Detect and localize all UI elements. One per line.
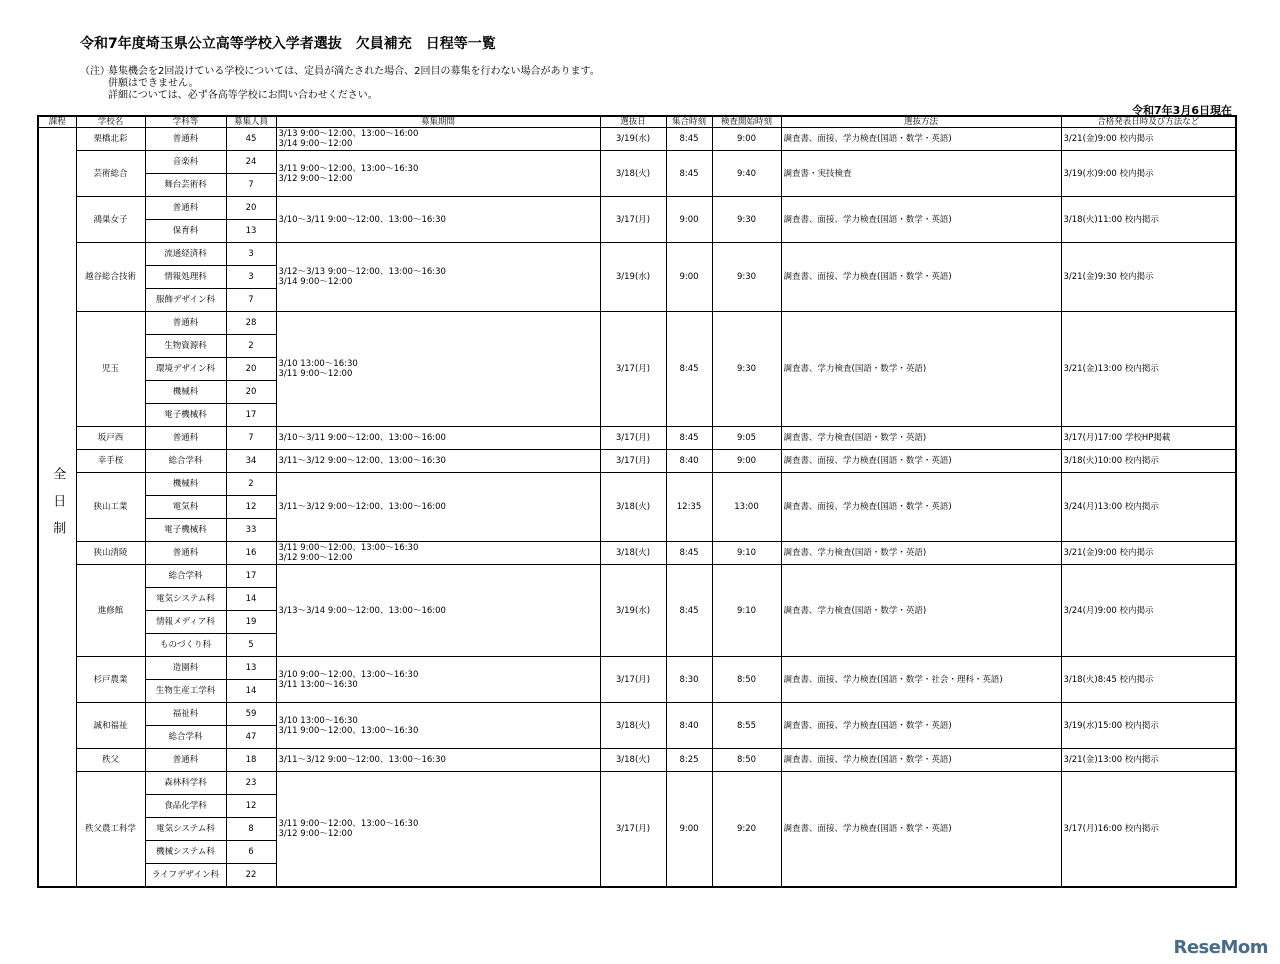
- department-name: 普通科: [145, 197, 226, 220]
- department-name: 電気システム科: [145, 588, 226, 611]
- capacity: 20: [226, 358, 276, 381]
- resemom-logo: ReseMom: [1173, 937, 1268, 958]
- recruit-period: [276, 657, 600, 703]
- table-row: [38, 749, 1236, 772]
- capacity: 17: [226, 565, 276, 588]
- capacity: 2: [226, 335, 276, 358]
- result-announcement: 3/24(月)9:00 校内掲示: [1061, 565, 1236, 657]
- recruit-period: [276, 772, 600, 888]
- department-name: 造園科: [145, 657, 226, 680]
- start-time: 9:10: [712, 542, 781, 565]
- as-of-date: 令和7年3月6日現在: [1132, 104, 1232, 117]
- department-name: 電子機械科: [145, 519, 226, 542]
- department-name: 服飾デザイン科: [145, 289, 226, 312]
- school-name: 狭山工業: [76, 473, 145, 542]
- exam-date: 3/18(火): [600, 749, 666, 772]
- header-method: 選抜方法: [781, 116, 1061, 128]
- school-name: 越谷総合技術: [76, 243, 145, 312]
- table-row: [38, 565, 1236, 588]
- capacity: 12: [226, 496, 276, 519]
- period-line: 3/10 9:00～12:00、13:00～16:30: [278, 669, 419, 680]
- capacity: 59: [226, 703, 276, 726]
- table-row: [38, 312, 1236, 335]
- capacity: 6: [226, 841, 276, 864]
- period-line: 3/12 9:00～12:00: [278, 829, 353, 839]
- department-name: 機械科: [145, 473, 226, 496]
- period-line: 3/12～3/13 9:00～12:00、13:00～16:30: [278, 267, 446, 277]
- capacity: 7: [226, 427, 276, 450]
- selection-method: 調査書、面接、学力検査(国語・数学・社会・理科・英語): [781, 657, 1061, 703]
- table-row: [38, 542, 1236, 565]
- recruit-period: [276, 450, 600, 473]
- page-title: 令和7年度埼玉県公立高等学校入学者選抜 欠員補充 日程等一覧: [80, 36, 496, 52]
- recruit-period: [276, 243, 600, 312]
- start-time: 9:30: [712, 312, 781, 427]
- capacity: 20: [226, 381, 276, 404]
- result-announcement: 3/18(火)8:45 校内掲示: [1061, 657, 1236, 703]
- table-row: [38, 657, 1236, 680]
- department-name: 普通科: [145, 749, 226, 772]
- gather-time: 8:45: [666, 151, 712, 197]
- exam-date: 3/18(火): [600, 542, 666, 565]
- gather-time: 8:45: [666, 542, 712, 565]
- start-time: 9:00: [712, 450, 781, 473]
- recruit-period: [276, 427, 600, 450]
- period-line: 3/11 9:00～12:00、13:00～16:30: [278, 163, 419, 174]
- table-row: [38, 128, 1236, 151]
- department-name: 情報メディア科: [145, 611, 226, 634]
- period-line: 3/11 9:00～12:00、13:00～16:30: [278, 725, 419, 736]
- table-row: [38, 427, 1236, 450]
- period-line: 3/14 9:00～12:00: [278, 277, 353, 287]
- recruit-period: [276, 749, 600, 772]
- gather-time: 9:00: [666, 772, 712, 888]
- capacity: 33: [226, 519, 276, 542]
- recruit-period: [276, 473, 600, 542]
- selection-method: 調査書、学力検査(国語・数学・英語): [781, 312, 1061, 427]
- period-line: 3/12 9:00～12:00: [278, 553, 353, 563]
- department-name: 総合学科: [145, 726, 226, 749]
- header-capacity: 募集人員: [226, 116, 276, 128]
- result-announcement: 3/24(月)13:00 校内掲示: [1061, 473, 1236, 542]
- capacity: 8: [226, 818, 276, 841]
- start-time: 9:30: [712, 197, 781, 243]
- school-name: 進修館: [76, 565, 145, 657]
- header-gather-time: 集合時刻: [666, 116, 712, 128]
- note-line: 併願はできません。: [108, 78, 199, 89]
- capacity: 14: [226, 680, 276, 703]
- school-name: 栗橋北彩: [76, 128, 145, 151]
- table-row: [38, 243, 1236, 266]
- recruit-period: [276, 312, 600, 427]
- exam-date: 3/17(月): [600, 197, 666, 243]
- capacity: 2: [226, 473, 276, 496]
- school-name: 幸手桜: [76, 450, 145, 473]
- period-line: 3/10～3/11 9:00～12:00、13:00～16:00: [278, 433, 446, 443]
- period-line: 3/11～3/12 9:00～12:00、13:00～16:00: [278, 502, 446, 512]
- department-name: 生物資源科: [145, 335, 226, 358]
- department-name: 総合学科: [145, 565, 226, 588]
- school-name: 坂戸西: [76, 427, 145, 450]
- gather-time: 8:45: [666, 565, 712, 657]
- capacity: 17: [226, 404, 276, 427]
- table-row: [38, 450, 1236, 473]
- result-announcement: 3/19(水)9:00 校内掲示: [1061, 151, 1236, 197]
- gather-time: 12:35: [666, 473, 712, 542]
- start-time: 13:00: [712, 473, 781, 542]
- school-name: 秩父農工科学: [76, 772, 145, 888]
- capacity: 3: [226, 266, 276, 289]
- exam-date: 3/19(水): [600, 128, 666, 151]
- department-name: 機械科: [145, 381, 226, 404]
- gather-time: 8:40: [666, 703, 712, 749]
- selection-method: 調査書、学力検査(国語・数学・英語): [781, 427, 1061, 450]
- period-line: 3/11～3/12 9:00～12:00、13:00～16:30: [278, 755, 446, 765]
- header-school: 学校名: [76, 116, 145, 128]
- capacity: 22: [226, 864, 276, 888]
- department-name: 電子機械科: [145, 404, 226, 427]
- department-name: ライフデザイン科: [145, 864, 226, 888]
- selection-method: 調査書、学力検査(国語・数学・英語): [781, 542, 1061, 565]
- start-time: 9:05: [712, 427, 781, 450]
- selection-method: 調査書、面接、学力検査(国語・数学・英語): [781, 749, 1061, 772]
- gather-time: 9:00: [666, 197, 712, 243]
- note-line: 詳細については、必ず各高等学校にお問い合わせください。: [108, 90, 378, 101]
- capacity: 28: [226, 312, 276, 335]
- department-name: 福祉科: [145, 703, 226, 726]
- department-name: 流通経済科: [145, 243, 226, 266]
- header-start-time: 検査開始時刻: [712, 116, 781, 128]
- start-time: 9:30: [712, 243, 781, 312]
- department-name: 舞台芸術科: [145, 174, 226, 197]
- header-course: 課程: [38, 116, 76, 128]
- period-line: 3/10 13:00～16:30: [278, 715, 358, 726]
- notes: [80, 66, 600, 102]
- capacity: 7: [226, 174, 276, 197]
- exam-date: 3/19(水): [600, 565, 666, 657]
- selection-method: 調査書、面接、学力検査(国語・数学・英語): [781, 703, 1061, 749]
- selection-method: 調査書、面接、学力検査(国語・数学・英語): [781, 128, 1061, 151]
- recruit-period: [276, 151, 600, 197]
- table-row: [38, 772, 1236, 795]
- period-line: 3/11～3/12 9:00～12:00、13:00～16:30: [278, 456, 446, 466]
- result-announcement: 3/18(火)10:00 校内掲示: [1061, 450, 1236, 473]
- header-department: 学科等: [145, 116, 226, 128]
- schedule-table: [37, 115, 1237, 888]
- school-name: 狭山清陵: [76, 542, 145, 565]
- selection-method: 調査書、面接、学力検査(国語・数学・英語): [781, 450, 1061, 473]
- exam-date: 3/18(火): [600, 703, 666, 749]
- header-period: 募集期間: [276, 116, 600, 128]
- department-name: 食品化学科: [145, 795, 226, 818]
- exam-date: 3/17(月): [600, 427, 666, 450]
- selection-method: 調査書、面接、学力検査(国語・数学・英語): [781, 197, 1061, 243]
- capacity: 13: [226, 657, 276, 680]
- capacity: 16: [226, 542, 276, 565]
- selection-method: 調査書、面接、学力検査(国語・数学・英語): [781, 243, 1061, 312]
- capacity: 7: [226, 289, 276, 312]
- capacity: 23: [226, 772, 276, 795]
- department-name: 環境デザイン科: [145, 358, 226, 381]
- school-name: 鴻巣女子: [76, 197, 145, 243]
- capacity: 45: [226, 128, 276, 151]
- department-name: 生物生産工学科: [145, 680, 226, 703]
- capacity: 24: [226, 151, 276, 174]
- school-name: 誠和福祉: [76, 703, 145, 749]
- capacity: 18: [226, 749, 276, 772]
- period-line: 3/11 9:00～12:00、13:00～16:30: [278, 543, 419, 553]
- capacity: 47: [226, 726, 276, 749]
- capacity: 5: [226, 634, 276, 657]
- result-announcement: 3/17(月)17:00 学校HP掲載: [1061, 427, 1236, 450]
- department-name: 電気科: [145, 496, 226, 519]
- exam-date: 3/19(水): [600, 243, 666, 312]
- recruit-period: [276, 542, 600, 565]
- period-line: 3/11 9:00～12:00: [278, 369, 353, 379]
- exam-date: 3/17(月): [600, 772, 666, 888]
- result-announcement: 3/19(水)15:00 校内掲示: [1061, 703, 1236, 749]
- notes-label: （注）: [80, 66, 110, 77]
- capacity: 12: [226, 795, 276, 818]
- recruit-period: [276, 703, 600, 749]
- gather-time: 8:25: [666, 749, 712, 772]
- period-line: 3/11 9:00～12:00、13:00～16:30: [278, 819, 419, 829]
- exam-date: 3/18(火): [600, 473, 666, 542]
- school-name: 杉戸農業: [76, 657, 145, 703]
- course-cell: 全日制: [38, 128, 76, 888]
- school-name: 芸術総合: [76, 151, 145, 197]
- header-result: 合格発表日時及び方法など: [1061, 116, 1236, 128]
- department-name: ものづくり科: [145, 634, 226, 657]
- period-line: 3/13 9:00～12:00、13:00～16:00: [278, 129, 419, 139]
- start-time: 8:50: [712, 749, 781, 772]
- department-name: 普通科: [145, 427, 226, 450]
- department-name: 普通科: [145, 312, 226, 335]
- department-name: 普通科: [145, 542, 226, 565]
- exam-date: 3/17(月): [600, 450, 666, 473]
- exam-date: 3/17(月): [600, 657, 666, 703]
- capacity: 19: [226, 611, 276, 634]
- period-line: 3/10 13:00～16:30: [278, 359, 358, 369]
- result-announcement: 3/21(金)9:00 校内掲示: [1061, 128, 1236, 151]
- school-name: 秩父: [76, 749, 145, 772]
- table-row: [38, 473, 1236, 496]
- gather-time: 8:45: [666, 312, 712, 427]
- start-time: 8:50: [712, 657, 781, 703]
- department-name: 総合学科: [145, 450, 226, 473]
- period-line: 3/14 9:00～12:00: [278, 139, 353, 149]
- start-time: 9:00: [712, 128, 781, 151]
- header-exam-date: 選抜日: [600, 116, 666, 128]
- table-row: [38, 151, 1236, 174]
- result-announcement: 3/21(金)13:00 校内掲示: [1061, 312, 1236, 427]
- department-name: 機械システム科: [145, 841, 226, 864]
- result-announcement: 3/21(金)9:30 校内掲示: [1061, 243, 1236, 312]
- capacity: 14: [226, 588, 276, 611]
- table-row: [38, 197, 1236, 220]
- department-name: 情報処理科: [145, 266, 226, 289]
- start-time: 9:20: [712, 772, 781, 888]
- department-name: 電気システム科: [145, 818, 226, 841]
- exam-date: 3/18(火): [600, 151, 666, 197]
- recruit-period: [276, 128, 600, 151]
- table-header-row: [38, 116, 1236, 128]
- department-name: 保育科: [145, 220, 226, 243]
- result-announcement: 3/18(火)11:00 校内掲示: [1061, 197, 1236, 243]
- gather-time: 8:45: [666, 128, 712, 151]
- start-time: 8:55: [712, 703, 781, 749]
- department-name: 普通科: [145, 128, 226, 151]
- period-line: 3/10～3/11 9:00～12:00、13:00～16:30: [278, 214, 446, 225]
- department-name: 音楽科: [145, 151, 226, 174]
- capacity: 13: [226, 220, 276, 243]
- period-line: 3/11 13:00～16:30: [278, 679, 358, 690]
- start-time: 9:10: [712, 565, 781, 657]
- recruit-period: [276, 565, 600, 657]
- note-line: 募集機会を2回設けている学校については、定員が満たされた場合、2回目の募集を行わない場合があります。: [108, 66, 600, 77]
- result-announcement: 3/17(月)16:00 校内掲示: [1061, 772, 1236, 888]
- selection-method: 調査書、学力検査(国語・数学・英語): [781, 565, 1061, 657]
- start-time: 9:40: [712, 151, 781, 197]
- selection-method: 調査書、面接、学力検査(国語・数学・英語): [781, 473, 1061, 542]
- result-announcement: 3/21(金)9:00 校内掲示: [1061, 542, 1236, 565]
- exam-date: 3/17(月): [600, 312, 666, 427]
- period-line: 3/13～3/14 9:00～12:00、13:00～16:00: [278, 605, 446, 616]
- capacity: 20: [226, 197, 276, 220]
- period-line: 3/12 9:00～12:00: [278, 173, 353, 184]
- table-row: [38, 703, 1236, 726]
- recruit-period: [276, 197, 600, 243]
- capacity: 3: [226, 243, 276, 266]
- result-announcement: 3/21(金)13:00 校内掲示: [1061, 749, 1236, 772]
- capacity: 34: [226, 450, 276, 473]
- selection-method: 調査書、面接、学力検査(国語・数学・英語): [781, 772, 1061, 888]
- school-name: 児玉: [76, 312, 145, 427]
- gather-time: 9:00: [666, 243, 712, 312]
- gather-time: 8:45: [666, 427, 712, 450]
- gather-time: 8:30: [666, 657, 712, 703]
- department-name: 森林科学科: [145, 772, 226, 795]
- gather-time: 8:40: [666, 450, 712, 473]
- selection-method: 調査書・実技検査: [781, 151, 1061, 197]
